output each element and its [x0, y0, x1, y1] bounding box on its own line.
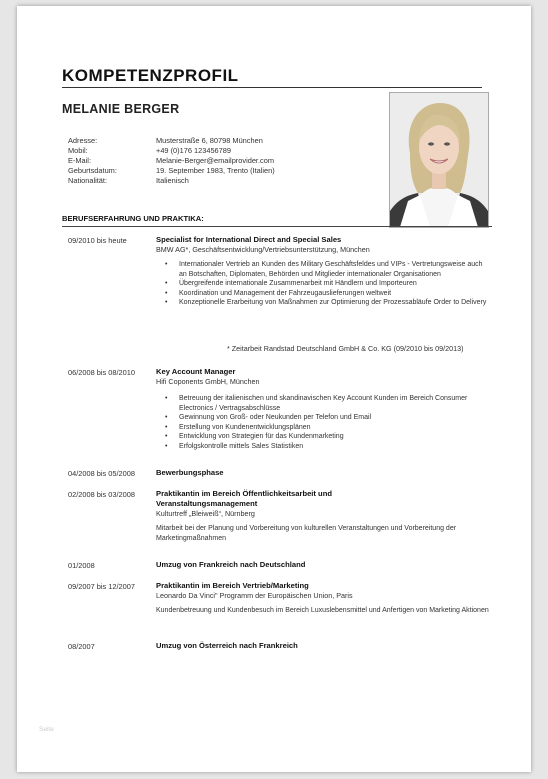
- birthdate-label: Geburtsdatum:: [68, 166, 117, 175]
- applicant-photo: [389, 92, 489, 228]
- address-value: Musterstraße 6, 80798 München: [156, 136, 263, 145]
- entry-title: Praktikantin im Bereich Öffentlichkeitsarbeit und Veranstaltungsmanagement: [156, 489, 332, 508]
- portrait-image: [390, 93, 488, 227]
- applicant-name: MELANIE BERGER: [62, 102, 180, 116]
- mobile-value: +49 (0)176 123456789: [156, 146, 231, 155]
- email-value: Melanie-Berger@emailprovider.com: [156, 156, 274, 165]
- entry-employer: Leonardo Da Vinci" Programm der Europäischen Union, Paris: [156, 591, 353, 600]
- entry-employer: Kulturtreff „Bleiweiß“, Nürnberg: [156, 509, 255, 518]
- duty-item: • Übergreifende internationale Zusammenarbeit mit Händlern und Importeuren: [156, 279, 491, 289]
- entry-employer: BMW AG*, Geschäftsentwicklung/Vertriebsunterstützung, München: [156, 245, 370, 254]
- entry-date: 06/2008 bis 08/2010: [68, 368, 135, 377]
- entry-duties-list: [156, 394, 491, 452]
- entry-date: 09/2007 bis 12/2007: [68, 582, 135, 591]
- duty-item: • Erfolgskontrolle mittels Sales Statistiken: [156, 442, 491, 452]
- entry-date: 02/2008 bis 03/2008: [68, 490, 135, 499]
- section-divider: [62, 226, 492, 227]
- entry-footnote: * Zeitarbeit Randstad Deutschland GmbH & Co. KG (09/2010 bis 09/2013): [227, 344, 464, 353]
- entry-description: Mitarbeit bei der Planung und Vorbereitung von kulturellen Veranstaltungen und Vorbereitung der Marketingmaßnahmen: [156, 525, 457, 543]
- entry-date: 08/2007: [68, 642, 95, 651]
- entry-date: 09/2010 bis heute: [68, 236, 127, 245]
- address-label: Adresse:: [68, 136, 98, 145]
- entry-title: Specialist for International Direct and Special Sales: [156, 235, 342, 244]
- nationality-label: Nationalität:: [68, 176, 108, 185]
- page-footer: Seite: [39, 726, 54, 733]
- document-title: KOMPETENZPROFIL: [62, 66, 239, 85]
- birthdate-value: 19. September 1983, Trento (Italien): [156, 166, 275, 175]
- mobile-label: Mobil:: [68, 146, 88, 155]
- entry-title: Bewerbungsphase: [156, 468, 224, 477]
- entry-description: Kundenbetreuung und Kundenbesuch im Bereich Luxuslebensmittel und Anfertigen von Marketing Aktionen: [156, 607, 489, 614]
- duty-item: • Koordination und Management der Fahrzeugauslieferungen weltweit: [156, 289, 491, 299]
- duty-item: • Betreuung der italienischen und skandinavischen Key Account Kunden im Bereich Consumer Electronics / Vertragsabschlüsse: [156, 394, 491, 413]
- duty-item: • Internationaler Vertrieb an Kunden des Military Geschäftsfeldes und VIPs - Vertretungsweise auch an Botschaften, Diplomaten, Behörden und Mitglieder internationaler Organisationen: [156, 260, 491, 279]
- entry-employer: Hifi Coponents GmbH, München: [156, 377, 260, 386]
- entry-duties-list: [156, 260, 491, 308]
- duty-item: • Gewinnung von Groß- oder Neukunden per Telefon und Email: [156, 413, 491, 423]
- entry-date: 01/2008: [68, 561, 95, 570]
- duty-item: • Konzeptionelle Erarbeitung von Maßnahmen zur Optimierung der Prozessabläufe Order to Delivery: [156, 298, 491, 308]
- nationality-value: Italienisch: [156, 176, 189, 185]
- duty-item: • Entwicklung von Strategien für das Kundenmarketing: [156, 432, 491, 442]
- entry-title: Key Account Manager: [156, 367, 236, 376]
- entry-title: Umzug von Österreich nach Frankreich: [156, 641, 298, 650]
- entry-date: 04/2008 bis 05/2008: [68, 469, 135, 478]
- email-label: E-Mail:: [68, 156, 91, 165]
- entry-title: Umzug von Frankreich nach Deutschland: [156, 560, 306, 569]
- experience-section-title: BERUFSERFAHRUNG UND PRAKTIKA:: [62, 214, 204, 223]
- duty-item: • Erstellung von Kundenentwicklungsplänen: [156, 423, 491, 433]
- title-divider: [62, 87, 482, 88]
- entry-title: Praktikantin im Bereich Vertrieb/Marketing: [156, 581, 309, 590]
- cv-page: [17, 6, 531, 772]
